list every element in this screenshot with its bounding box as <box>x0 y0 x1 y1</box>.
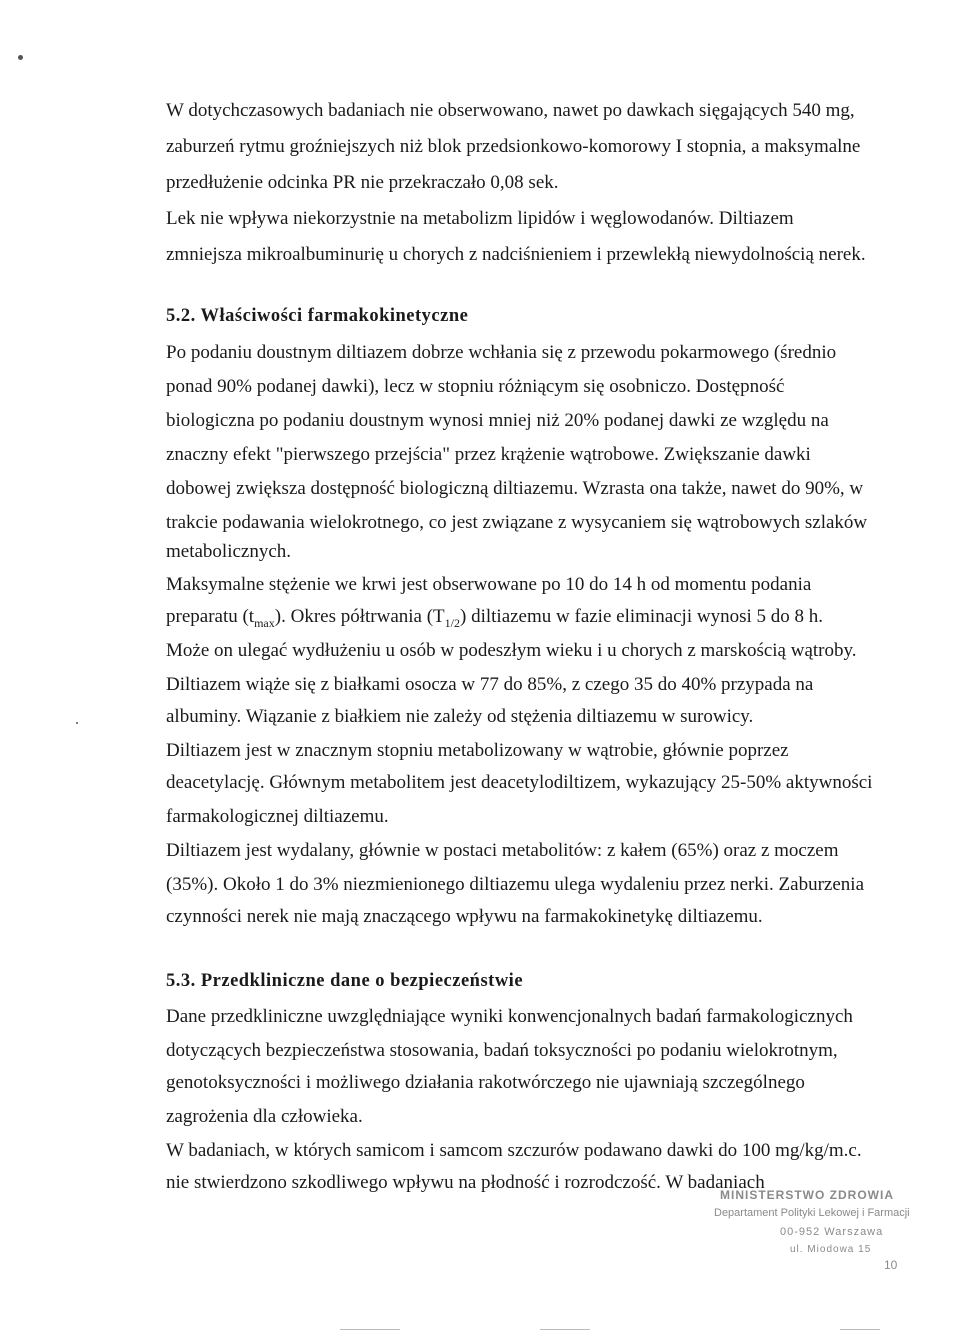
paragraph-line: dobowej zwiększa dostępność biologiczną diltiazemu. Wzrasta ona także, nawet do 90%, w <box>166 478 864 499</box>
scan-speck <box>76 722 78 724</box>
paragraph-line: deacetylację. Głównym metabolitem jest deacetylodiltizem, wykazujący 25-50% aktywności <box>166 772 873 793</box>
paragraph-line: metabolicznych. <box>166 541 292 562</box>
paragraph-line: znaczny efekt "pierwszego przejścia" przez krążenie wątrobowe. Zwiększanie dawki <box>166 444 811 465</box>
paragraph-line: Dane przedkliniczne uwzględniające wyniki konwencjonalnych badań farmakologicznych <box>166 1006 853 1027</box>
paragraph-line: Maksymalne stężenie we krwi jest obserwowane po 10 do 14 h od momentu podania <box>166 574 812 595</box>
section-heading: 5.3. Przedkliniczne dane o bezpieczeństwie <box>166 971 524 991</box>
paragraph-line: czynności nerek nie mają znaczącego wpływu na farmakokinetykę diltiazemu. <box>166 906 763 927</box>
ministry-stamp-line: Departament Polityki Lekowej i Farmacji <box>714 1207 910 1219</box>
scan-artifact <box>340 1329 400 1330</box>
tmax-text-before: preparatu (t <box>166 606 255 627</box>
page-number: 10 <box>884 1258 898 1272</box>
paragraph-line: W dotychczasowych badaniach nie obserwowano, nawet po dawkach sięgających 540 mg, <box>166 100 855 121</box>
paragraph-line: Lek nie wpływa niekorzystnie na metabolizm lipidów i węglowodanów. Diltiazem <box>166 208 794 229</box>
paragraph-line: przedłużenie odcinka PR nie przekraczało 0,08 sek. <box>166 172 559 193</box>
scan-speck <box>18 55 23 60</box>
scan-artifact <box>540 1329 590 1330</box>
ministry-stamp-line: ul. Miodowa 15 <box>790 1244 872 1255</box>
tmax-text-middle: ). Okres półtrwania (T <box>274 606 445 627</box>
paragraph-line: albuminy. Wiązanie z białkiem nie zależy od stężenia diltiazemu w surowicy. <box>166 706 754 727</box>
half-life-subscript: 1/2 <box>444 615 460 630</box>
scan-artifact <box>840 1329 880 1330</box>
paragraph-line: zaburzeń rytmu groźniejszych niż blok przedsionkowo-komorowy I stopnia, a maksymalne <box>166 136 861 157</box>
paragraph-line: W badaniach, w których samicom i samcom szczurów podawano dawki do 100 mg/kg/m.c. <box>166 1140 862 1161</box>
paragraph-line: (35%). Około 1 do 3% niezmienionego diltiazemu ulega wydaleniu przez nerki. Zaburzenia <box>166 874 864 895</box>
tmax-line <box>166 606 823 634</box>
paragraph-line: ponad 90% podanej dawki), lecz w stopniu różniącym się osobniczo. Dostępność <box>166 376 785 397</box>
paragraph-line: biologiczna po podaniu doustnym wynosi mniej niż 20% podanej dawki ze względu na <box>166 410 829 431</box>
paragraph-line: Może on ulegać wydłużeniu u osób w podeszłym wieku i u chorych z marskością wątroby. <box>166 640 857 661</box>
tmax-text-after: ) diltiazemu w fazie eliminacji wynosi 5 do 8 h. <box>460 606 824 627</box>
section-heading: 5.2. Właściwości farmakokinetyczne <box>166 306 469 326</box>
paragraph-line: zagrożenia dla człowieka. <box>166 1106 363 1127</box>
paragraph-line: Po podaniu doustnym diltiazem dobrze wchłania się z przewodu pokarmowego (średnio <box>166 342 837 363</box>
paragraph-line: Diltiazem jest w znacznym stopniu metabolizowany w wątrobie, głównie poprzez <box>166 740 789 761</box>
paragraph-line: trakcie podawania wielokrotnego, co jest związane z wysycaniem się wątrobowych szlaków <box>166 512 868 533</box>
paragraph-line: nie stwierdzono szkodliwego wpływu na płodność i rozrodczość. W badaniach <box>166 1172 765 1193</box>
tmax-subscript: max <box>254 615 275 630</box>
paragraph-line: dotyczących bezpieczeństwa stosowania, badań toksyczności po podaniu wielokrotnym, <box>166 1040 838 1061</box>
ministry-stamp-line: MINISTERSTWO ZDROWIA <box>720 1188 894 1202</box>
paragraph-line: Diltiazem jest wydalany, głównie w postaci metabolitów: z kałem (65%) oraz z moczem <box>166 840 839 861</box>
paragraph-line: genotoksyczności i możliwego działania rakotwórczego nie ujawniają szczególnego <box>166 1072 805 1093</box>
paragraph-line: Diltiazem wiąże się z białkami osocza w 77 do 85%, z czego 35 do 40% przypada na <box>166 674 814 695</box>
ministry-stamp-line: 00-952 Warszawa <box>780 1226 884 1238</box>
paragraph-line: zmniejsza mikroalbuminurię u chorych z nadciśnieniem i przewlekłą niewydolnością nerek. <box>166 244 866 265</box>
paragraph-line: farmakologicznej diltiazemu. <box>166 806 389 827</box>
